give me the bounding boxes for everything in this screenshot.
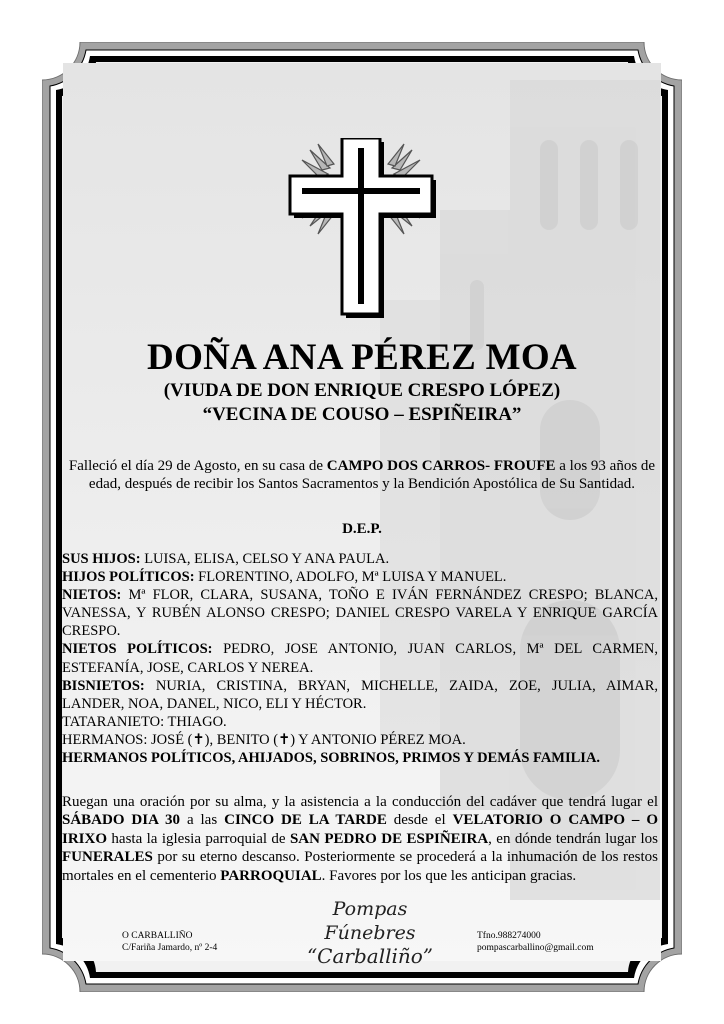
cross-emblem xyxy=(0,138,724,323)
grandchildren-in-law-line: NIETOS POLÍTICOS: PEDRO, JOSE ANTONIO, JUAN CARLOS, Mª DEL CARMEN, ESTEFANÍA, JOSE, CARLOS Y NEREA. xyxy=(62,641,658,676)
church-name: SAN PEDRO DE ESPIÑEIRA xyxy=(289,830,489,847)
funeral-hour: CINCO DE LA TARDE xyxy=(224,812,387,829)
funeral-home-logo: Pompas Fúnebres “Carballiño” xyxy=(306,898,434,968)
funeral-home-contact xyxy=(477,930,594,954)
family-list xyxy=(62,550,658,767)
funeral-day: SÁBADO DIA 30 xyxy=(62,812,181,829)
great-great-grandchild-line: TATARANIETO: THIAGO. xyxy=(62,713,227,730)
cemetery-name: PARROQUIAL xyxy=(220,867,322,884)
residence-place: CAMPO DOS CARROS- FROUFE xyxy=(326,458,556,474)
children-in-law-line: HIJOS POLÍTICOS: FLORENTINO, ADOLFO, Mª LUISA Y MANUEL. xyxy=(62,569,507,586)
rip-label: D.E.P. xyxy=(342,521,382,537)
velatorio-name: VELATORIO O CAMPO – O IRIXO xyxy=(62,812,659,847)
widow-of: (VIUDA DE DON ENRIQUE CRESPO LÓPEZ) xyxy=(163,380,561,401)
funeral-home-address xyxy=(122,930,217,954)
street-address: C/Fariña Jamardo, nº 2-4 xyxy=(122,943,218,953)
great-grandchildren-line: BISNIETOS: NURIA, CRISTINA, BRYAN, MICHELLE, ZAIDA, ZOE, JULIA, AIMAR, LANDER, NOA, DANEL, NICO, ELI Y HÉCTOR. xyxy=(62,677,658,712)
phone: Tfno.988274000 xyxy=(477,931,541,941)
neighbor-of: “VECINA DE COUSO – ESPIÑEIRA” xyxy=(202,404,522,425)
town: O CARBALLIÑO xyxy=(122,931,193,941)
funerales-word: FUNERALES xyxy=(62,849,153,866)
grandchildren-line: NIETOS: Mª FLOR, CLARA, SUSANA, TOÑO E IVÁN FERNÁNDEZ CRESPO; BLANCA, VANESSA, Y RUBÉN ALONSO CRESPO; DANIEL CRESPO VARELA Y ENRIQUE GARCÍA CRESPO. xyxy=(62,587,658,640)
funeral-details: Ruegan una oración por su alma, y la asistencia a la conducción del cadáver que tendrá lugar el SÁBADO DIA 30 a las CINCO DE LA TARDE desde el VELATORIO O CAMPO – O IRIXO hasta la iglesia parroquial de SAN PEDRO DE ESPIÑEIRA, en dónde tendrán lugar los FUNERALES por su eterno descanso. Posteriormente se procederá a la inhumación de los restos mortales en el cementerio PARROQUIAL. Favores por los que les anticipan gracias. xyxy=(62,794,659,884)
other-family-line: HERMANOS POLÍTICOS, AHIJADOS, SOBRINOS, PRIMOS Y DEMÁS FAMILIA. xyxy=(62,750,601,767)
siblings-line: HERMANOS: JOSÉ (✝), BENITO (✝) Y ANTONIO PÉREZ MOA. xyxy=(62,731,466,748)
children-line: SUS HIJOS: LUISA, ELISA, CELSO Y ANA PAULA. xyxy=(62,551,390,567)
death-notice-intro: Falleció el día 29 de Agosto, en su casa de CAMPO DOS CARROS- FROUFE a los 93 años de edad, después de recibir los Santos Sacramentos y la Bendición Apostólica de Su Santidad. xyxy=(68,458,656,492)
cross-icon xyxy=(0,138,724,318)
email: pompascarballino@gmail.com xyxy=(477,943,594,953)
deceased-name: DOÑA ANA PÉREZ MOA xyxy=(147,337,577,378)
